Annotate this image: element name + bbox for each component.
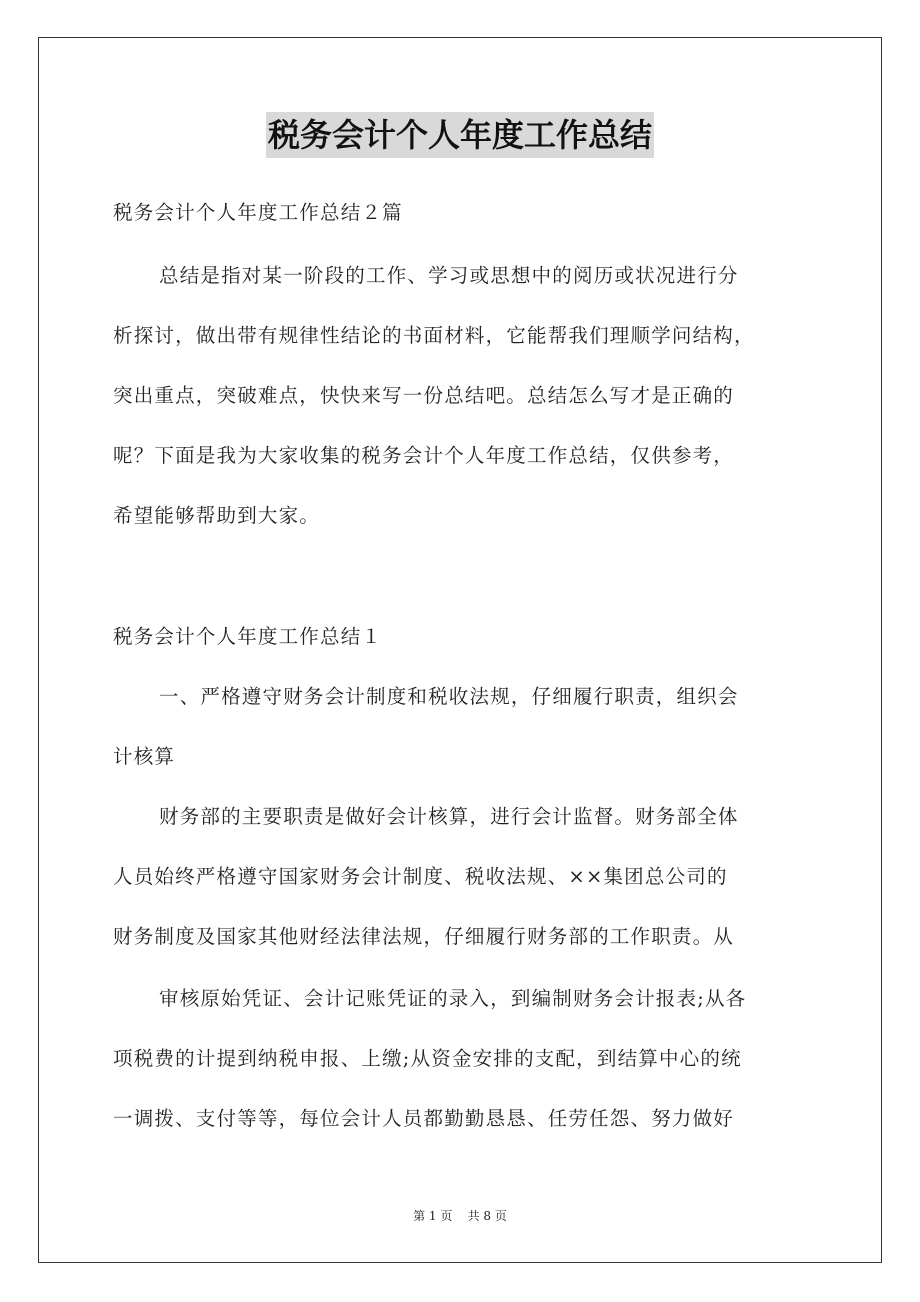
para-two-line-3: 一调拨、支付等等，每位会计人员都勤勤恳恳、任劳任怨、努力做好 bbox=[113, 1107, 735, 1130]
para-two-line-1: 审核原始凭证、会计记账凭证的录入，到编制财务会计报表;从各 bbox=[159, 987, 747, 1010]
intro-line-5: 希望能够帮助到大家。 bbox=[113, 504, 321, 527]
page-footer: 第 1 页 共 8 页 bbox=[413, 1209, 507, 1223]
intro-line-2: 析探讨，做出带有规律性结论的书面材料，它能帮我们理顺学问结构， bbox=[113, 324, 755, 347]
para-one-line-3: 财务制度及国家其他财经法律法规，仔细履行财务部的工作职责。从 bbox=[113, 925, 735, 948]
para-one-line-1: 财务部的主要职责是做好会计核算，进行会计监督。财务部全体 bbox=[159, 805, 739, 828]
document-title: 税务会计个人年度工作总结 bbox=[266, 112, 654, 158]
title-wrap bbox=[0, 112, 920, 158]
section-heading: 税务会计个人年度工作总结１ bbox=[113, 625, 383, 648]
intro-line-3: 突出重点，突破难点，快快来写一份总结吧。总结怎么写才是正确的 bbox=[113, 384, 735, 407]
point-one-line-1: 一、严格遵守财务会计制度和税收法规，仔细履行职责，组织会 bbox=[159, 685, 739, 708]
para-two-line-2: 项税费的计提到纳税申报、上缴;从资金安排的支配，到结算中心的统 bbox=[113, 1047, 742, 1070]
intro-line-4: 呢？下面是我为大家收集的税务会计个人年度工作总结，仅供参考， bbox=[113, 444, 735, 467]
subtitle: 税务会计个人年度工作总结２篇 bbox=[113, 201, 403, 224]
para-one-line-2: 人员始终严格遵守国家财务会计制度、税收法规、××集团总公司的 bbox=[113, 865, 728, 888]
point-one-line-2: 计核算 bbox=[113, 745, 176, 768]
intro-line-1: 总结是指对某一阶段的工作、学习或思想中的阅历或状况进行分 bbox=[159, 264, 739, 287]
